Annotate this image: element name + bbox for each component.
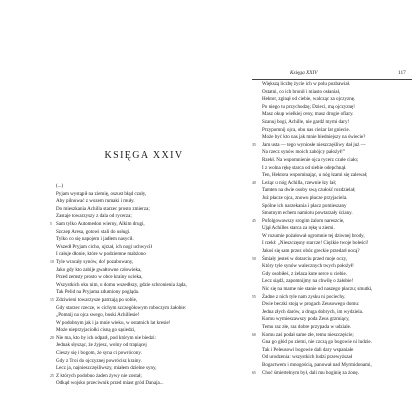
verse-line (252, 81, 414, 89)
verse-text: Przypomnij ojca, obu nas cieżar lat gniecie. (262, 126, 351, 133)
verse-text: Tamten na dwie osoby swą czułość rozdzielał; (262, 187, 356, 194)
verse-line (252, 127, 414, 135)
verse-text: Jam usta — tego wyniosłe nieszczęśliwy dał już — (262, 141, 366, 148)
verse-text: Komu wymieszawszy poda Zeus grzmiący, (262, 316, 350, 323)
verse-line (252, 294, 414, 302)
verse-text: Po niego tu przychodzę; Dzieci, mą ojczyznę! (262, 103, 355, 110)
verse-line (252, 271, 414, 279)
verse-text: Szczep Aresa, gotowi stali do usługi. (56, 228, 131, 235)
page-number: 117 (398, 70, 406, 76)
verse-text: Szanuj bogi, Achille, nie gardź mymi dary! (262, 118, 350, 125)
verse-line (252, 157, 414, 165)
verse-text: I z wolna rękę starca od siebie odepchnął. (262, 164, 347, 171)
verse-line (252, 111, 414, 119)
line-number: 5 (50, 221, 52, 226)
verse-line (50, 373, 212, 381)
verse-text: I rzekł: „Nieszczęsny starcze! Ciężkie twoje boleści! (262, 240, 369, 247)
verse-line (252, 263, 414, 271)
verse-line (252, 134, 414, 142)
verse-text: Gdy osobiłeś, z żelaza kute serce u ciebie. (262, 270, 348, 277)
verse-line (50, 229, 212, 237)
verse-line (50, 213, 212, 221)
verse-text: Lecz siądź, zapomnijmy na chwilę o żałobie! (262, 278, 354, 285)
verse-line (252, 119, 414, 127)
verse-text: Jako gdy kto zabije gwałtowne człowieka, (56, 266, 142, 273)
verse-line (50, 358, 212, 366)
verse-line (252, 180, 414, 188)
verse-text: Tylko co się napojem i jadłem nasycił. (56, 236, 134, 243)
verse-text: Tak Pelid na Pryjama zdumiony pogląda. (56, 289, 140, 296)
verse-line (50, 259, 212, 267)
verse-text: (...) (56, 183, 64, 189)
verse-line (50, 312, 212, 320)
verse-line (252, 256, 414, 264)
right-poem-text (252, 81, 414, 377)
verse-text: Który tyle synów walecznych twych położył! (262, 263, 354, 270)
verse-text: Cieszy się i bogom, że syna ci powrócony. (56, 350, 142, 357)
verse-text: Jedna złych darów, a druga dobrych, im wydziela. (262, 308, 364, 315)
verse-text: Tyle wracały synów, do! pozabowany, (56, 258, 134, 265)
verse-text: Komu zaś podał same złe, temu nieszczęście; (262, 331, 354, 338)
verse-text: Ujął Achilles starca za rękę u ziemi. (262, 225, 335, 232)
verse-text: Jakoś się sam przez obóz greckie przedarł nocą? (262, 248, 360, 255)
verse-text: Już płacze ojca, znowu płacze przyjaciela. (262, 194, 348, 201)
verse-line (252, 210, 414, 218)
verse-line (252, 309, 414, 317)
verse-text: Gna go głód po ziemi, nie czczą go bogowie ni ludzie. (262, 339, 372, 346)
line-number: 45 (252, 218, 256, 223)
verse-text: Temu raz złe, raz dobre przypada w udziale. (262, 324, 352, 330)
verse-line (252, 370, 414, 378)
verse-text: Choć śmiertelnym był, dali mu boginię za żonę. (262, 369, 359, 376)
verse-text: W rozumie pożałował ogromnie tej dziwnej brody, (262, 232, 365, 239)
verse-text: Żadne z nich tyle nam zysku ni pociechy. (262, 293, 346, 300)
line-number: 65 (252, 370, 256, 375)
verse-text: Sam tylko Automedon wierny, Alkim drugi, (56, 220, 145, 227)
line-number: 25 (50, 373, 54, 378)
verse-line (252, 240, 414, 248)
verse-text: Leżąc u nóg Achilla, rzewnie łzy lał; (262, 179, 337, 186)
verse-line (252, 172, 414, 180)
verse-line (50, 380, 212, 388)
verse-line (50, 327, 212, 335)
verse-text: Hektor, zginął od ciebie, walcząc za ojczyznę. (262, 96, 356, 103)
verse-line (252, 96, 414, 104)
verse-text: Ostatni, co ich bronił i miasto osłaniał, (262, 88, 341, 95)
verse-text: Lecz ja, najnieszczęśliwszy, miałem dzielne syny, (56, 365, 157, 372)
left-poem-text (50, 183, 212, 388)
verse-text: Spólne ich narzekania i płacz pomieszany (262, 202, 347, 209)
header-rule (252, 79, 412, 80)
verse-text: Do mieszkania Achilla starzec prosto zmierza; (56, 205, 150, 212)
verse-text: Dwie beczki stoją w progach Zeusowego domu: (262, 301, 360, 308)
verse-text: Gdy z Troi do ojczyznej powrócisz krainy. (56, 357, 142, 364)
line-number: 15 (50, 297, 54, 302)
verse-text: Aby pilnować z wozem rumaki i muły. (56, 198, 135, 205)
verse-line (50, 206, 212, 214)
verse-line (252, 149, 414, 157)
verse-text: Od urodzenia: wszystkich ludzi przewyższał (262, 354, 352, 361)
verse-text: W podobnym jak i ja mnie wieku, w ostatnich lat kresie! (56, 319, 171, 326)
verse-line (50, 236, 212, 244)
verse-text: Nic się na marne nie stanie od naszego płaczu; smutki, (262, 286, 373, 293)
verse-text: Większą liczbę życie ich w polu pozbawiał. (262, 81, 351, 87)
verse-text: Wszedł Pryjam cicho, ujrzał, ich nogi uchwycił (56, 243, 152, 250)
line-number: 60 (252, 332, 256, 337)
verse-line (50, 267, 212, 275)
verse-line (252, 248, 414, 256)
verse-line (50, 274, 212, 282)
verse-line (252, 362, 414, 370)
line-number: 35 (252, 142, 256, 147)
verse-line (252, 225, 414, 233)
verse-line (50, 320, 212, 328)
verse-line (50, 350, 212, 358)
verse-text: Odkąd wojsko przeciwnik przed miast gród Danaja... (56, 380, 164, 387)
verse-text: Smutnym echem namiotu powtarzały ściany. (262, 210, 353, 217)
verse-text: Gdy starzec rzecze, w cichym szczegółowym roboczym żałobie: (56, 304, 187, 311)
chapter-title: KSIĘGA XXIV (104, 150, 184, 161)
verse-line (252, 142, 414, 150)
verse-line (50, 335, 212, 343)
verse-text: Na rzecz synów moich zabójcy pałożył!” (262, 149, 346, 156)
verse-line (50, 297, 212, 305)
verse-line (50, 191, 212, 199)
verse-text: Nie ma, kto by ich odparł, pod którym nie biedzi: (56, 334, 156, 341)
line-number: 40 (252, 180, 256, 185)
verse-line (252, 301, 414, 309)
verse-line (252, 203, 414, 211)
verse-text: Tak i Peleusowi bogowie dali dary wspaniałe (262, 346, 354, 353)
verse-text: Masz okup wielkiej ceny, masz drogie ofiary. (262, 111, 354, 118)
verse-text: Rzekł. Na wspomnienie ojca rycerz czułe ciało; (262, 156, 359, 163)
verse-text: Jednak słysząc, że żyjesz, wolny od trapiącej (56, 342, 147, 349)
verse-text: Pofolgowawszy srogim żalom nareszcie, (262, 217, 345, 224)
verse-line (252, 195, 414, 203)
line-number: 20 (50, 335, 54, 340)
line-number: 55 (252, 294, 256, 299)
verse-text: Może być kto nas jak mnie biedniejszy na świecie? (262, 134, 366, 141)
verse-line (50, 365, 212, 373)
running-head-title: Księga XXIV (290, 70, 318, 76)
verse-line (252, 339, 414, 347)
verse-text: Zastaje towarzyszy z dala od rycerza; (56, 213, 132, 220)
verse-line (252, 347, 414, 355)
verse-line (50, 289, 212, 297)
verse-line (252, 278, 414, 286)
verse-line (50, 183, 212, 191)
verse-line (252, 286, 414, 294)
verse-line (252, 354, 414, 362)
verse-text: I całuje dłonie, które w podziemne mabżono (56, 251, 146, 258)
verse-text: „Pomnij na ojca swego, boski Achillesie! (56, 312, 140, 319)
verse-line (50, 251, 212, 259)
verse-text: Bogactwem i mnogością, panował nad Myrmidonami, (262, 361, 372, 368)
verse-line (252, 324, 414, 332)
verse-line (252, 165, 414, 173)
verse-text: Przed zemsty prosto w obce krainy ucieka, (56, 274, 143, 281)
verse-line (252, 316, 414, 324)
verse-line (50, 198, 212, 206)
verse-text: Wszystkich oku nim, u domu wszedłszy, gdzie schronienia żąda, (56, 281, 187, 288)
verse-text: Śmiały jesteś w dotarciu przed moje oczy, (262, 255, 348, 262)
verse-line (252, 233, 414, 241)
verse-line (50, 305, 212, 313)
line-number: 50 (252, 256, 256, 261)
verse-text: Zdziwieni towarzysze patrzają po sobie, (56, 296, 138, 303)
verse-line (50, 244, 212, 252)
verse-line (50, 221, 212, 229)
verse-line (252, 332, 414, 340)
verse-line (50, 282, 212, 290)
verse-line (252, 89, 414, 97)
left-page (0, 0, 208, 420)
line-number: 10 (50, 259, 54, 264)
verse-line (50, 342, 212, 350)
verse-text: Ten, Hektora wspominając, u nóg łzami się zalewał; (262, 172, 368, 179)
verse-line (252, 218, 414, 226)
verse-text: Z których podobno żaden żywy nie został; (56, 372, 142, 379)
verse-text: Może nieprzyjaciołki cisną go sąsiedzi, (56, 327, 136, 334)
verse-text: Pyjam wystąpił na ziemię, oszust błąd czuły, (56, 190, 147, 197)
verse-line (252, 187, 414, 195)
